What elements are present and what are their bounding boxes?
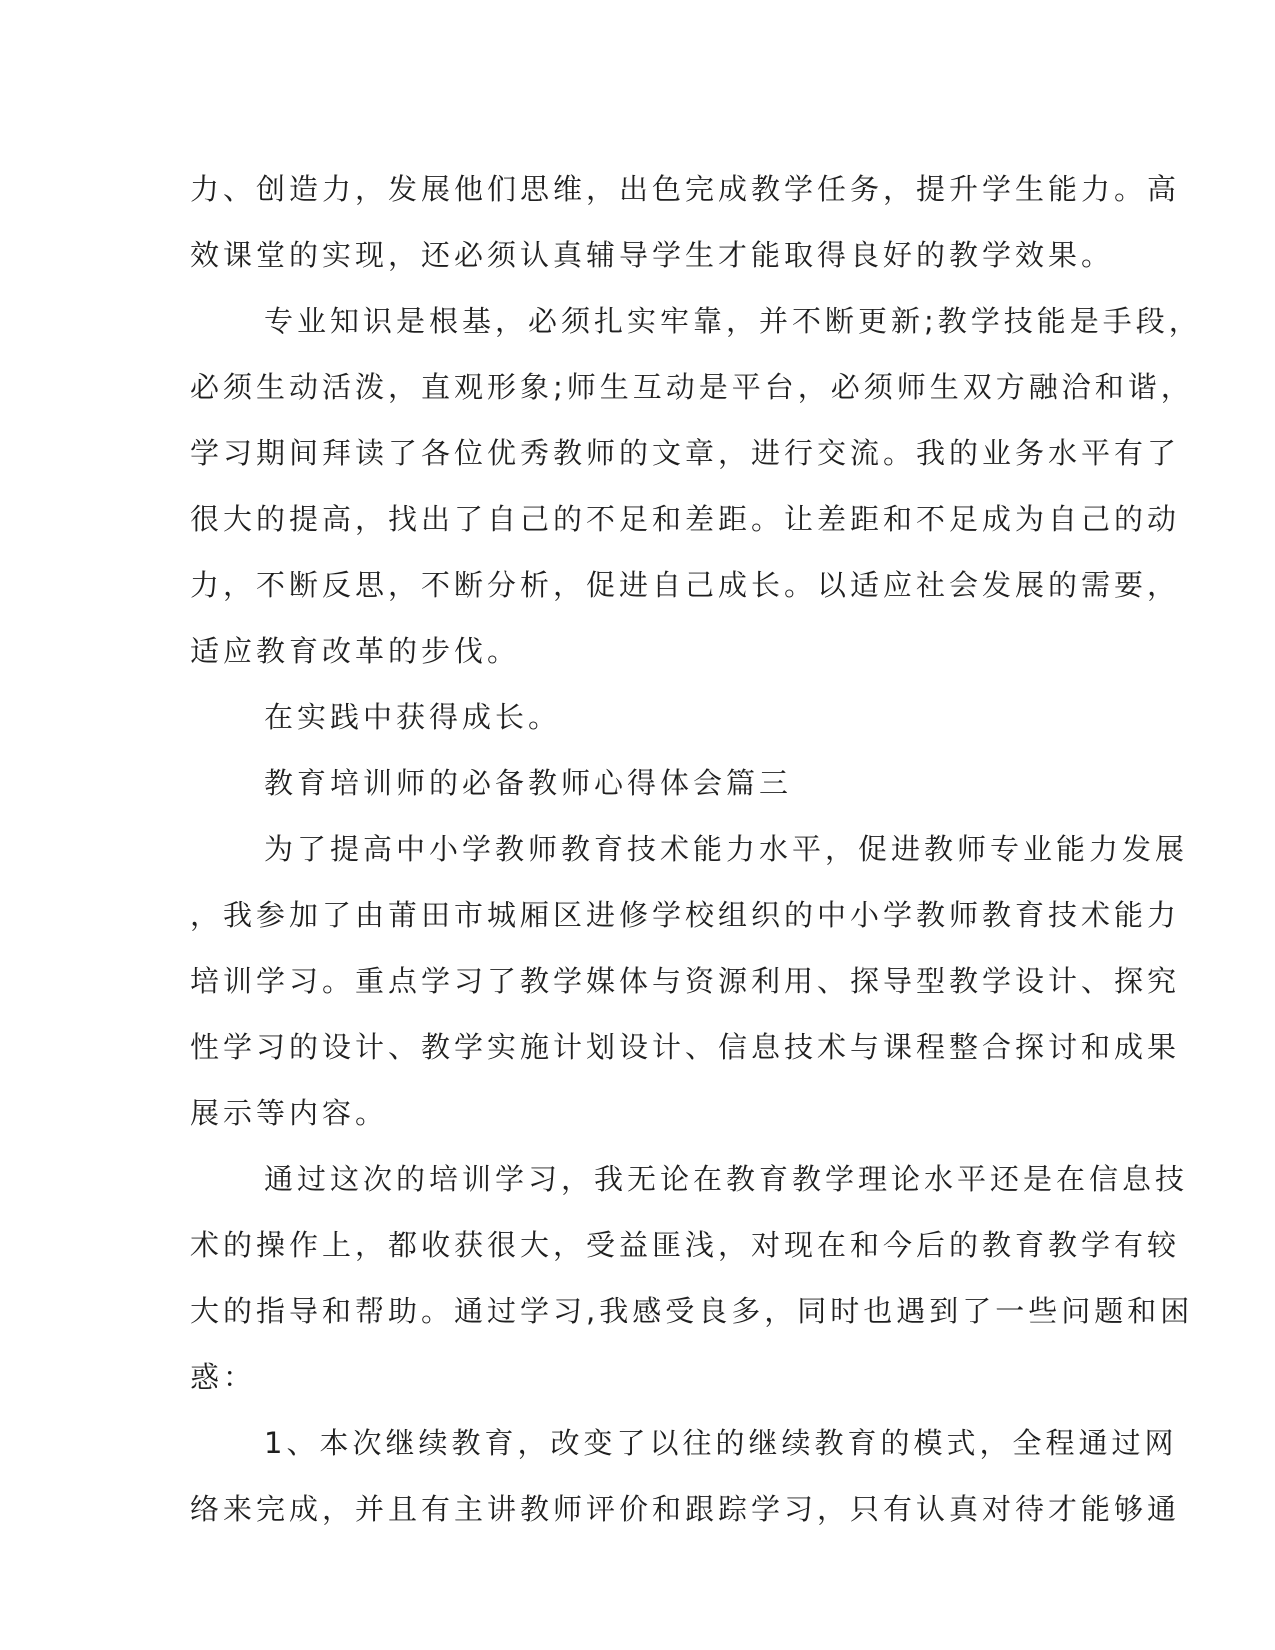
text-line: 大的指导和帮助。通过学习,我感受良多，同时也遇到了一些问题和困	[190, 1294, 1194, 1328]
text-line: 通过这次的培训学习，我无论在教育教学理论水平还是在信息技	[264, 1162, 1189, 1196]
text-line: 1、本次继续教育，改变了以往的继续教育的模式，全程通过网	[264, 1426, 1178, 1460]
text-line: 惑：	[190, 1360, 257, 1394]
text-line: 必须生动活泼，直观形象;师生互动是平台，必须师生双方融洽和谐，	[190, 370, 1194, 404]
text-line: 力、创造力，发展他们思维，出色完成教学任务，提升学生能力。高	[190, 172, 1181, 206]
text-line: 力，不断反思，不断分析，促进自己成长。以适应社会发展的需要，	[190, 568, 1181, 602]
text-line: 学习期间拜读了各位优秀教师的文章，进行交流。我的业务水平有了	[190, 436, 1181, 470]
text-line: 展示等内容。	[190, 1096, 389, 1130]
text-line: 络来完成，并且有主讲教师评价和跟踪学习，只有认真对待才能够通	[190, 1492, 1181, 1526]
text-line: 培训学习。重点学习了教学媒体与资源利用、探导型教学设计、探究	[190, 964, 1181, 998]
text-line: 很大的提高，找出了自己的不足和差距。让差距和不足成为自己的动	[190, 502, 1181, 536]
text-line: 在实践中获得成长。	[264, 700, 562, 734]
document-body	[190, 156, 1202, 1542]
text-line: ，我参加了由莆田市城厢区进修学校组织的中小学教师教育技术能力	[190, 898, 1181, 932]
text-line: 专业知识是根基，必须扎实牢靠，并不断更新;教学技能是手段，	[264, 304, 1202, 338]
text-line: 术的操作上，都收获很大，受益匪浅，对现在和今后的教育教学有较	[190, 1228, 1181, 1262]
text-line: 效课堂的实现，还必须认真辅导学生才能取得良好的教学效果。	[190, 238, 1115, 272]
text-line: 性学习的设计、教学实施计划设计、信息技术与课程整合探讨和成果	[190, 1030, 1181, 1064]
section-heading: 教育培训师的必备教师心得体会篇三	[264, 766, 793, 800]
text-line: 为了提高中小学教师教育技术能力水平，促进教师专业能力发展	[264, 832, 1189, 866]
text-line: 适应教育改革的步伐。	[190, 634, 521, 668]
